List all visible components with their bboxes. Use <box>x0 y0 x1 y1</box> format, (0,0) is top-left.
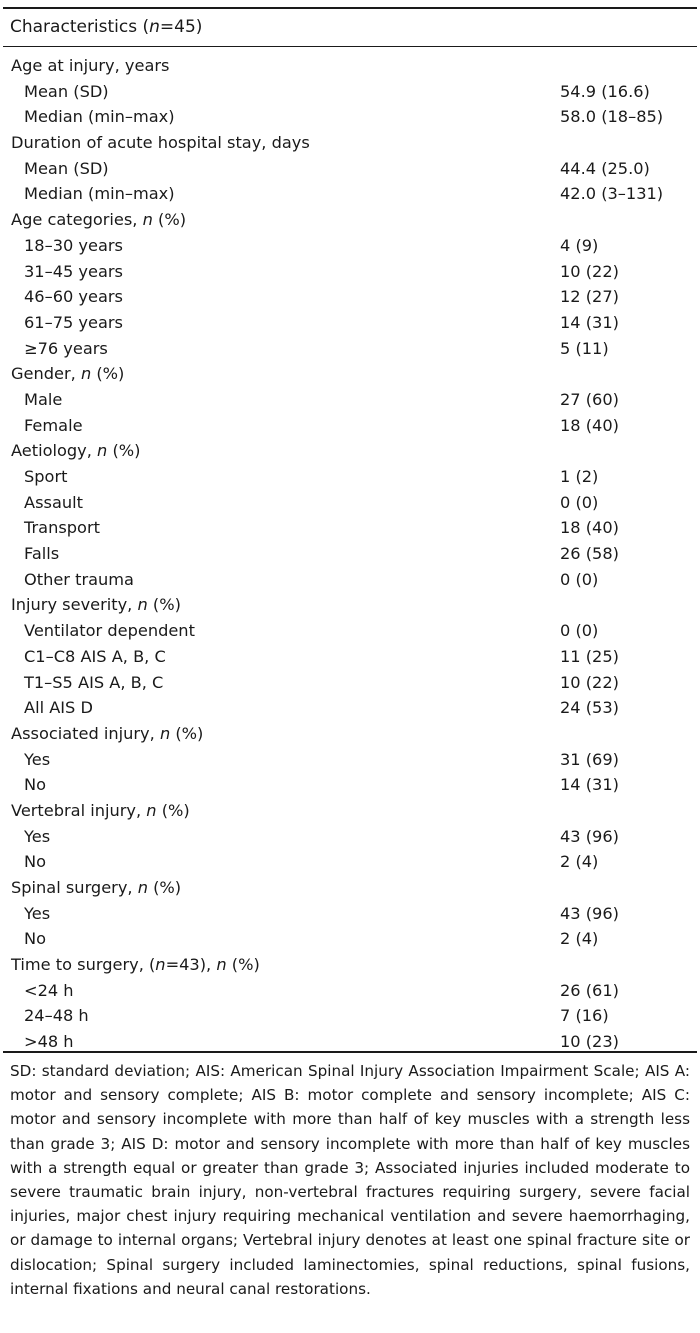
n-symbol: n <box>97 441 108 461</box>
table-section-header <box>0 952 700 978</box>
row-label-text: <24 h <box>24 980 74 1000</box>
row-label <box>24 567 134 593</box>
row-label-text: Duration of acute hospital stay, days <box>11 133 310 153</box>
table-row <box>0 567 700 593</box>
table-section-header <box>0 592 700 618</box>
table-section-header <box>0 798 700 824</box>
table-row <box>0 259 700 285</box>
n-symbol: n <box>80 364 92 384</box>
row-label <box>11 875 181 901</box>
row-label-text: All AIS D <box>24 698 93 718</box>
n-symbol: n <box>216 955 227 975</box>
row-value: 4 (9) <box>560 235 599 255</box>
row-label <box>24 464 67 490</box>
row-label-text: Aetiology, <box>11 441 98 461</box>
table-bottom-rule <box>3 1051 697 1053</box>
row-label-text: >48 h <box>24 1032 74 1052</box>
row-label <box>24 284 123 310</box>
row-label-text: No <box>24 929 47 949</box>
n-symbol: n <box>159 723 171 743</box>
row-value: 12 (27) <box>560 287 619 307</box>
row-value: 14 (31) <box>560 775 619 795</box>
row-label <box>24 387 62 413</box>
table-row <box>0 901 700 927</box>
row-label <box>24 259 123 285</box>
row-value: 10 (22) <box>560 672 619 692</box>
row-label <box>11 721 203 747</box>
row-label-text: Sport <box>24 467 68 486</box>
row-label-text: Spinal surgery, <box>11 878 138 897</box>
table-row <box>0 490 700 516</box>
row-value: 2 (4) <box>560 929 599 949</box>
row-label <box>24 926 46 952</box>
table-row <box>0 618 700 644</box>
row-label <box>11 952 260 978</box>
row-label-text: 24–48 h <box>24 1006 89 1026</box>
row-label-text: Time to surgery, ( <box>11 955 156 975</box>
row-value: 54.9 (16.6) <box>560 81 650 101</box>
row-label-text: T1–S5 AIS A, B, C <box>24 672 164 692</box>
row-label-text: Transport <box>24 518 100 538</box>
table-footnote: SD: standard deviation; AIS: American Spinal Injury Association Impairment Scale; AIS A: motor and sensory complete; AIS B: motor complete and sensory incomplete; AIS C: motor and sensory incomplete with more than half of key muscles with a strength less than grade 3; AIS D: motor and sensory incomplete with more than half of key muscles with a strength equal or greater than grade 3; Associated injuries included moderate to severe traumatic brain injury, non-vertebral fractures requiring surgery, severe facial injuries, major chest injury requiring mechanical ventilation and severe haemorrhaging, or damage to internal organs; Vertebral injury denotes at least one spinal fracture site or dislocation; Spinal surgery included laminectomies, spinal reductions, spinal fusions, internal fixations and neural canal restorations. <box>10 1062 690 1298</box>
table-section-header <box>0 875 700 901</box>
row-label <box>24 79 109 105</box>
row-label-text: Yes <box>24 749 51 769</box>
row-value: 0 (0) <box>560 621 599 641</box>
table-row <box>0 541 700 567</box>
row-value: 11 (25) <box>560 646 619 666</box>
row-label <box>24 413 83 439</box>
row-label-text: Median (min–max) <box>24 107 175 127</box>
row-label <box>11 53 169 79</box>
n-symbol: n <box>142 210 153 230</box>
row-value: 18 (40) <box>560 415 619 435</box>
row-label <box>11 438 140 464</box>
row-label <box>24 849 46 875</box>
row-value: 2 (4) <box>560 852 599 872</box>
row-label-text: ≥76 years <box>24 338 108 358</box>
table-row <box>0 824 700 850</box>
table-row <box>0 413 700 439</box>
row-label-text: Age categories, <box>11 210 143 230</box>
row-label <box>11 361 124 387</box>
row-label-tail: (%) <box>147 595 181 615</box>
table-row <box>0 387 700 413</box>
row-value: 10 (22) <box>560 261 619 281</box>
row-label-tail: (%) <box>156 800 190 820</box>
row-label <box>24 541 59 567</box>
row-value: 0 (0) <box>560 569 599 589</box>
table-row <box>0 464 700 490</box>
row-value: 26 (61) <box>560 980 619 1000</box>
row-label-text: Vertebral injury, <box>11 800 147 820</box>
table-section-header <box>0 53 700 79</box>
row-value: 43 (96) <box>560 826 619 846</box>
table-row <box>0 644 700 670</box>
table-section-header <box>0 130 700 156</box>
row-label <box>24 515 100 541</box>
row-label-tail: =43), <box>165 955 217 975</box>
row-label <box>24 901 50 927</box>
row-label-text: Injury severity, <box>11 595 138 615</box>
row-label-text: Mean (SD) <box>24 158 109 178</box>
n-symbol: n <box>155 955 166 975</box>
row-label <box>24 644 166 670</box>
row-value: 10 (23) <box>560 1032 619 1052</box>
table-body <box>0 53 700 1055</box>
table-row <box>0 926 700 952</box>
row-label-text: Ventilator dependent <box>24 621 195 641</box>
row-label <box>24 824 50 850</box>
row-label-text: Mean (SD) <box>24 81 109 101</box>
row-label-text: Assault <box>24 492 83 512</box>
row-label-text: Yes <box>24 903 51 923</box>
row-label-tail: (%) <box>107 441 141 461</box>
table-top-rule <box>3 7 697 9</box>
header-title-prefix: Characteristics ( <box>10 17 150 37</box>
row-label-tail: (%) <box>147 878 182 897</box>
row-label <box>24 618 195 644</box>
table-section-header <box>0 438 700 464</box>
row-label-text: 61–75 years <box>24 312 123 332</box>
table-row <box>0 156 700 182</box>
row-value: 24 (53) <box>560 698 619 718</box>
table-row <box>0 670 700 696</box>
row-label <box>24 695 93 721</box>
row-value: 1 (2) <box>560 467 599 486</box>
row-label-text: Yes <box>24 826 51 846</box>
n-symbol: n <box>137 878 148 897</box>
row-label <box>11 798 190 824</box>
row-label <box>24 310 123 336</box>
row-value: 42.0 (3–131) <box>560 184 664 204</box>
row-label-text: Gender, <box>11 364 81 384</box>
table-row <box>0 747 700 773</box>
row-label <box>24 747 50 773</box>
table-section-header <box>0 361 700 387</box>
row-value: 58.0 (18–85) <box>560 107 664 127</box>
row-value: 18 (40) <box>560 518 619 538</box>
table-row <box>0 695 700 721</box>
row-label-text: C1–C8 AIS A, B, C <box>24 646 166 666</box>
n-symbol: n <box>146 800 157 820</box>
row-value: 14 (31) <box>560 312 619 332</box>
row-label <box>24 336 108 362</box>
row-label <box>24 181 175 207</box>
table-row <box>0 104 700 130</box>
n-symbol: n <box>137 595 148 615</box>
row-label <box>24 670 163 696</box>
row-label-text: Median (min–max) <box>24 184 175 204</box>
table-section-header <box>0 207 700 233</box>
table-row <box>0 772 700 798</box>
table-row <box>0 79 700 105</box>
row-label-text: Male <box>24 389 63 409</box>
row-label-tail: (%) <box>226 955 260 975</box>
row-label <box>24 104 175 130</box>
row-label <box>11 207 186 233</box>
row-value: 44.4 (25.0) <box>560 158 650 178</box>
header-title-suffix: =45) <box>159 17 203 37</box>
row-value: 5 (11) <box>560 338 609 358</box>
row-label <box>24 490 83 516</box>
row-label-text: 31–45 years <box>24 261 123 281</box>
row-label <box>11 592 181 618</box>
header-n-symbol: n <box>149 17 160 37</box>
row-label-text: 46–60 years <box>24 287 123 307</box>
table-header-rule <box>3 46 697 47</box>
table-row <box>0 849 700 875</box>
row-label <box>11 130 310 156</box>
row-label <box>24 1003 89 1029</box>
row-value: 0 (0) <box>560 492 599 512</box>
row-label-text: No <box>24 775 47 795</box>
row-value: 26 (58) <box>560 544 619 564</box>
row-label-text: Other trauma <box>24 569 134 589</box>
row-label-tail: (%) <box>91 364 125 384</box>
row-label <box>24 772 46 798</box>
row-label-text: Age at injury, years <box>11 56 170 75</box>
row-label <box>24 978 74 1004</box>
row-label <box>24 233 123 259</box>
table-row <box>0 233 700 259</box>
table-header <box>10 14 202 40</box>
row-value: 43 (96) <box>560 903 619 923</box>
table-row <box>0 181 700 207</box>
row-label-text: Associated injury, <box>11 723 160 743</box>
table-row <box>0 515 700 541</box>
row-label-text: Falls <box>24 544 60 564</box>
row-value: 7 (16) <box>560 1006 609 1026</box>
table-row <box>0 284 700 310</box>
table-row <box>0 1003 700 1029</box>
row-label-tail: (%) <box>170 723 204 743</box>
row-value: 27 (60) <box>560 389 619 409</box>
table-row <box>0 310 700 336</box>
table-row <box>0 336 700 362</box>
row-label-text: No <box>24 852 47 872</box>
row-label-tail: (%) <box>152 210 187 230</box>
row-label-text: Female <box>24 415 83 435</box>
table-section-header <box>0 721 700 747</box>
row-value: 31 (69) <box>560 749 619 769</box>
row-label-text: 18–30 years <box>24 235 123 255</box>
row-label <box>24 156 109 182</box>
table-row <box>0 978 700 1004</box>
